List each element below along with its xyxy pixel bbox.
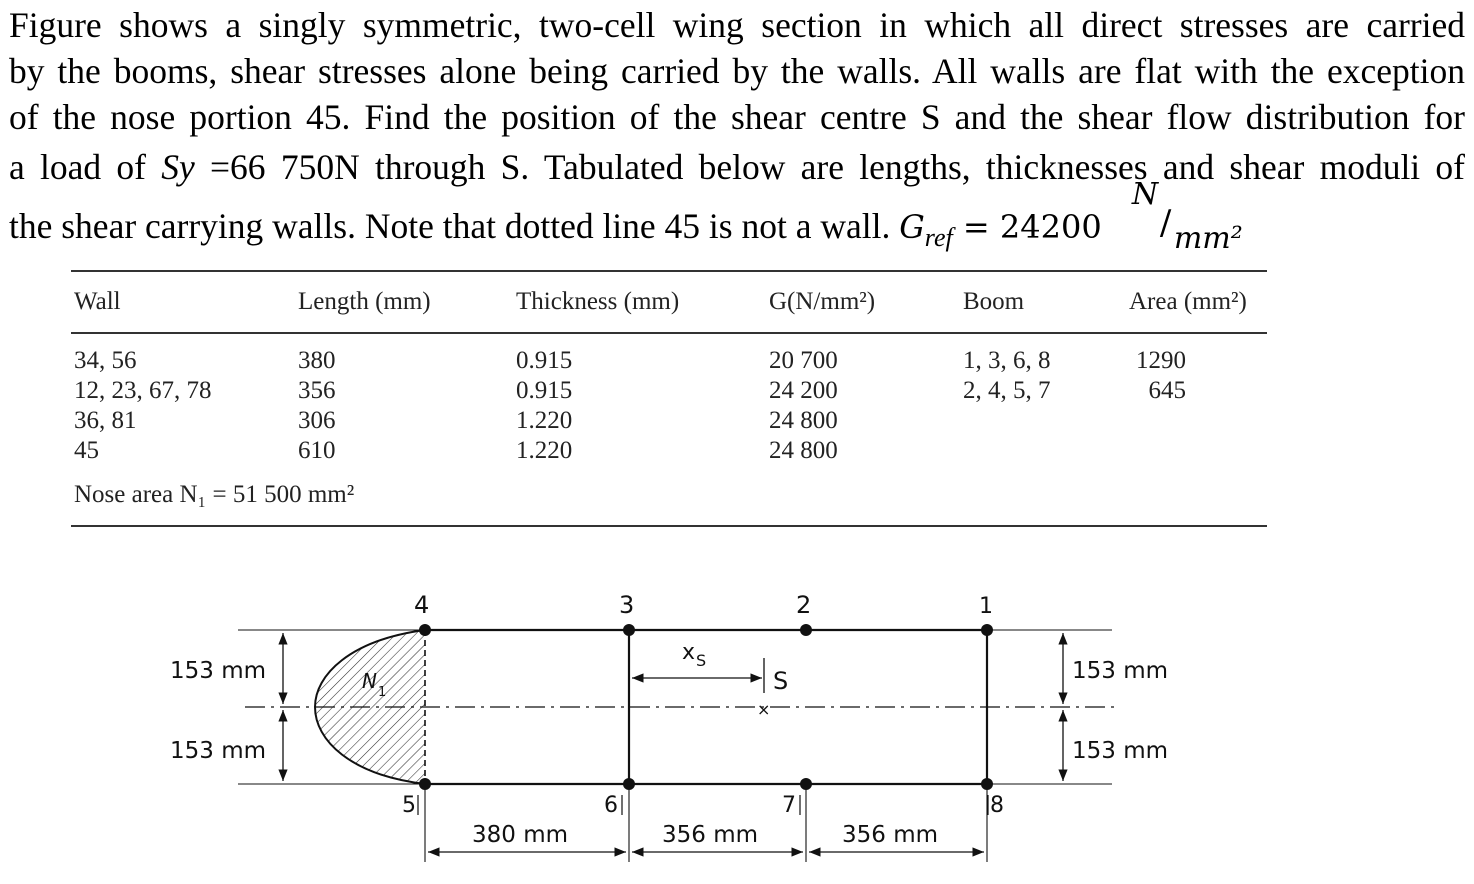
wall-row-4-g: 24 800 — [769, 437, 838, 464]
load-symbol: Sy — [161, 147, 195, 187]
boom-label-6: 6 — [604, 793, 618, 818]
dim-356-a: 356 mm — [662, 822, 759, 848]
wall-row-3-length: 306 — [298, 407, 336, 434]
boom-label-3: 3 — [619, 591, 635, 619]
gref-subscript: ref — [924, 223, 953, 252]
wall-row-3-wall: 36, 81 — [74, 407, 137, 434]
boom-row-1-boom: 1, 3, 6, 8 — [963, 347, 1051, 374]
dim-356-b: 356 mm — [842, 822, 939, 848]
xs-label-x: x — [682, 640, 696, 665]
problem-line-1: Figure shows a singly symmetric, two-cell wing section in which all direct stresses are carried — [9, 5, 1465, 45]
header-boom: Boom — [963, 288, 1025, 315]
boom-label-2: 2 — [796, 591, 812, 619]
dim-153-lower-right: 153 mm — [1072, 738, 1169, 764]
boom-label-1: 1 — [979, 594, 993, 619]
wall-row-2-g: 24 200 — [769, 377, 838, 404]
units-denominator: mm² — [1173, 220, 1243, 256]
wall-row-1-wall: 34, 56 — [74, 347, 137, 374]
nose-area-note: Nose area N₁ = 51 500 mm² — [74, 481, 355, 508]
header-length: Length (mm) — [298, 288, 431, 315]
boom-label-5: 5 — [402, 793, 416, 818]
xs-label-s: S — [696, 651, 707, 670]
boom-label-4: 4 — [414, 591, 430, 619]
boom-row-2-boom: 2, 4, 5, 7 — [963, 377, 1051, 404]
wall-row-2-wall: 12, 23, 67, 78 — [74, 377, 212, 404]
wall-row-4-wall: 45 — [74, 437, 99, 464]
problem-line-4-start: a load of — [9, 147, 162, 187]
boom-3 — [623, 624, 635, 636]
shear-centre-label: S — [773, 667, 789, 695]
wall-row-1-g: 20 700 — [769, 347, 838, 374]
problem-line-3: of the nose portion 45. Find the position of the shear centre S and the shear flow distribution for — [9, 97, 1465, 137]
wall-row-2-length: 356 — [298, 377, 336, 404]
header-area: Area (mm²) — [1129, 288, 1247, 315]
shear-centre-mark: × — [757, 700, 771, 719]
gref-symbol: G — [899, 208, 925, 246]
dim-153-upper-left: 153 mm — [170, 658, 267, 684]
dim-153-upper-right: 153 mm — [1072, 658, 1169, 684]
boom-row-2-area: 645 — [1148, 377, 1186, 404]
boom-2 — [800, 624, 812, 636]
dim-153-lower-left: 153 mm — [170, 738, 267, 764]
header-shear-modulus: G(N/mm²) — [769, 288, 876, 315]
problem-line-5-text: the shear carrying walls. Note that dotted line 45 is not a wall. — [9, 206, 900, 246]
header-thickness: Thickness (mm) — [516, 288, 680, 315]
units-slash: / — [1159, 202, 1172, 243]
boom-7 — [800, 778, 812, 790]
wall-row-2-thickness: 0.915 — [516, 377, 573, 404]
boom-label-7: 7 — [782, 793, 796, 818]
nose-label-n: N — [362, 669, 377, 693]
problem-line-4-end: =66 750N through S. Tabulated below are lengths, thicknesses and shear moduli of — [194, 147, 1466, 187]
wall-row-1-thickness: 0.915 — [516, 347, 573, 374]
wall-row-1-length: 380 — [298, 347, 336, 374]
boom-6 — [623, 778, 635, 790]
wall-row-4-thickness: 1.220 — [516, 437, 573, 464]
wall-row-3-thickness: 1.220 — [516, 407, 573, 434]
nose-label-sub: 1 — [378, 685, 387, 700]
gref-value: = 24200 — [952, 208, 1112, 246]
units-numerator: N — [1131, 176, 1159, 212]
problem-line-2: by the booms, shear stresses alone being carried by the walls. All walls are flat with the exception — [9, 51, 1465, 91]
boom-label-8: 8 — [990, 793, 1004, 818]
header-wall: Wall — [74, 288, 121, 315]
wall-row-3-g: 24 800 — [769, 407, 838, 434]
dim-380: 380 mm — [472, 822, 569, 848]
wall-row-4-length: 610 — [298, 437, 336, 464]
boom-row-1-area: 1290 — [1136, 347, 1186, 374]
